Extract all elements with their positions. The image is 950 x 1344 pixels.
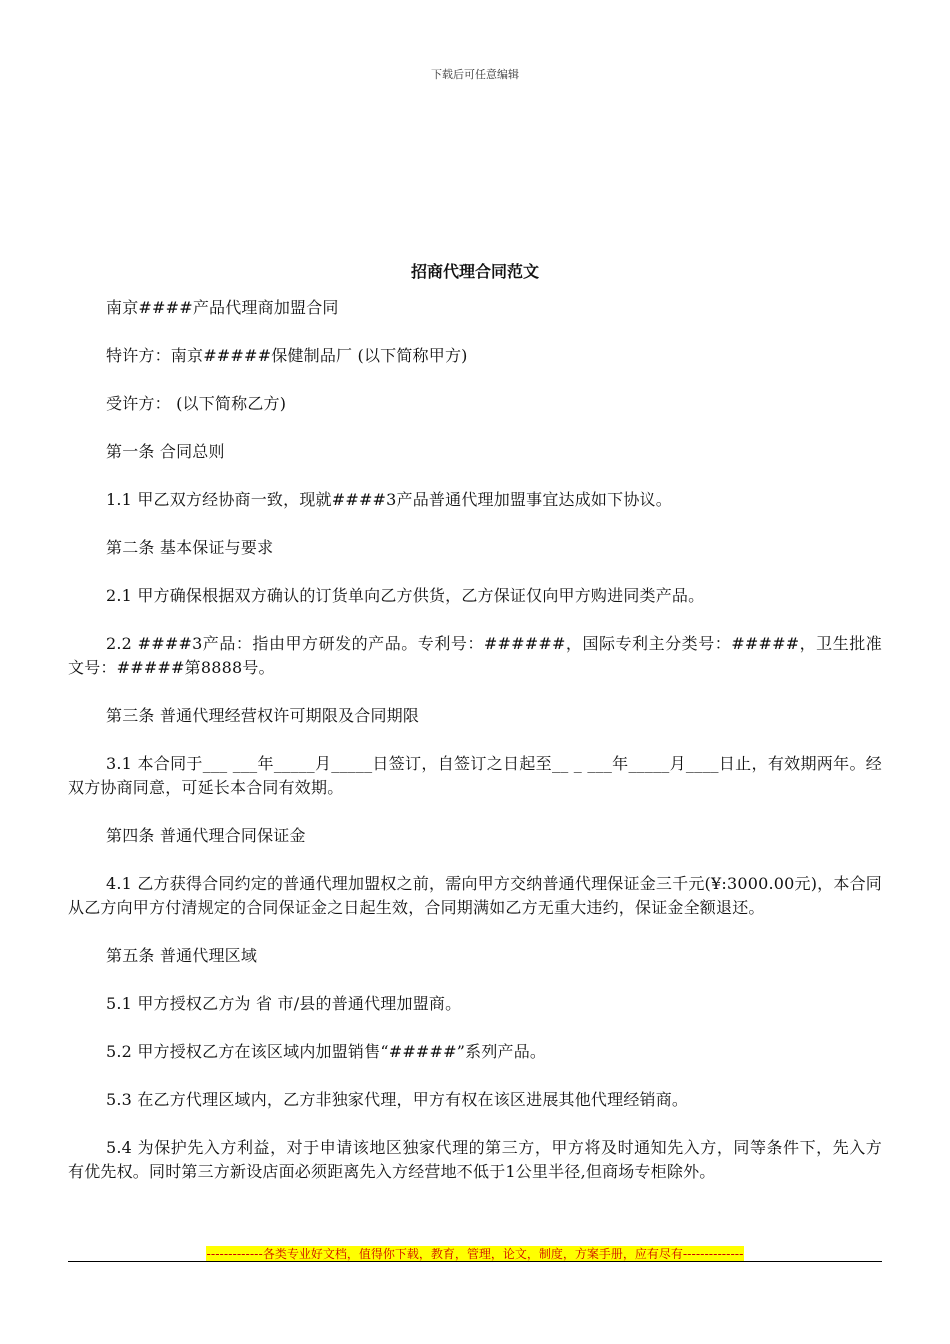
- clause-4-1: 4.1 乙方获得合同约定的普通代理加盟权之前，需向甲方交纳普通代理保证金三千元(¥:3000.00元)，本合同从乙方向甲方付清规定的合同保证金之日起生效，合同期满如乙方无重大违约，保证金全额退还。: [68, 874, 882, 917]
- party-a-line: 特许方：南京#####保健制品厂 (以下简称甲方): [106, 346, 468, 365]
- footer-banner-text: -------------各类专业好文档，值得你下载，教育，管理，论文，制度，方案手册，应有尽有--------------: [206, 1247, 744, 1261]
- article-4-heading: 第四条 普通代理合同保证金: [106, 826, 306, 845]
- contract-name: 南京####产品代理商加盟合同: [106, 298, 339, 317]
- clause-5-2: 5.2 甲方授权乙方在该区域内加盟销售“#####”系列产品。: [106, 1042, 547, 1061]
- clause-5-3: 5.3 在乙方代理区域内，乙方非独家代理，甲方有权在该区进展其他代理经销商。: [106, 1090, 689, 1109]
- clause-3-1: 3.1 本合同于___ ___年_____月_____日签订，自签订之日起至__ _ ___年_____月____日止，有效期两年。经双方协商同意，可延长本合同有效期。: [68, 754, 882, 797]
- document-body: [68, 296, 882, 1208]
- clause-1-1: 1.1 甲乙双方经协商一致，现就####3产品普通代理加盟事宜达成如下协议。: [106, 490, 672, 509]
- clause-5-1: 5.1 甲方授权乙方为 省 市/县的普通代理加盟商。: [106, 994, 462, 1013]
- clause-2-1: 2.1 甲方确保根据双方确认的订货单向乙方供货，乙方保证仅向甲方购进同类产品。: [106, 586, 705, 605]
- article-3-heading: 第三条 普通代理经营权许可期限及合同期限: [106, 706, 420, 725]
- party-b-line: 受许方： (以下简称乙方): [106, 394, 287, 413]
- document-title: 招商代理合同范文: [410, 262, 539, 281]
- article-2-heading: 第二条 基本保证与要求: [106, 538, 274, 557]
- article-5-heading: 第五条 普通代理区域: [106, 946, 258, 965]
- clause-5-4: 5.4 为保护先入方利益，对于申请该地区独家代理的第三方，甲方将及时通知先入方，同等条件下，先入方有优先权。同时第三方新设店面必须距离先入方经营地不低于1公里半径,但商场专柜除外。: [68, 1138, 882, 1181]
- header-note: 下载后可任意编辑: [431, 68, 519, 81]
- clause-2-2: 2.2 ####3产品：指由甲方研发的产品。专利号：######，国际专利主分类号：#####，卫生批准文号：#####第8888号。: [68, 634, 882, 677]
- footer-banner: [0, 1243, 950, 1262]
- article-1-heading: 第一条 合同总则: [106, 442, 225, 461]
- footer-divider: [68, 1261, 882, 1262]
